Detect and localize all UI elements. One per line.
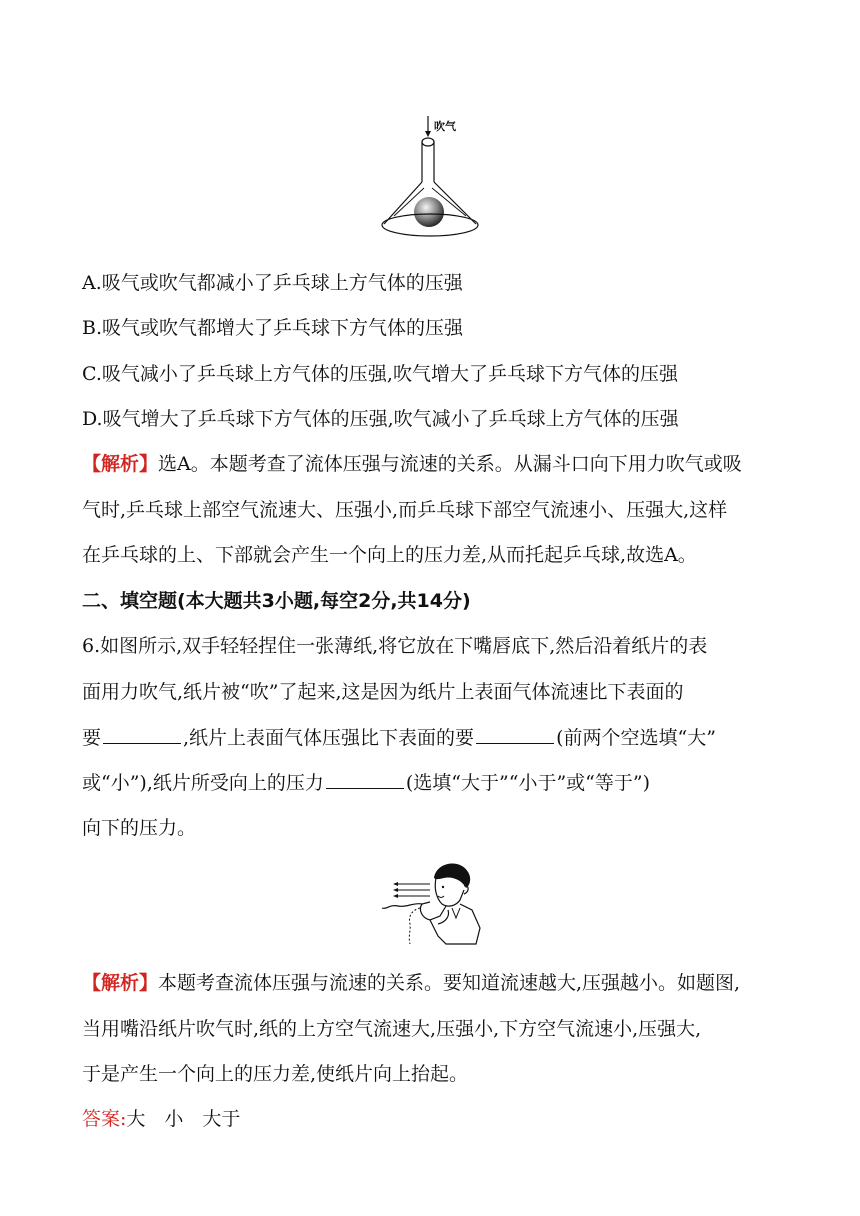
q6-line1: 6.如图所示,双手轻轻捏住一张薄纸,将它放在下嘴唇底下,然后沿着纸片的表 xyxy=(82,635,708,657)
ping-pong-ball xyxy=(414,197,444,227)
option-d: D.吸气增大了乒乓球下方气体的压强,吹气减小了乒乓球上方气体的压强 xyxy=(82,408,679,430)
q6-line2: 面用力吹气,纸片被“吹”了起来,这是因为纸片上表面气体流速比下表面的 xyxy=(82,681,684,703)
analysis-tag-2: 【解析】 xyxy=(82,972,159,994)
q6-line4-a: 或“小”),纸片所受向上的压力 xyxy=(82,772,324,794)
option-b: B.吸气或吹气都增大了乒乓球下方气体的压强 xyxy=(82,317,464,339)
q6-line3-b: ,纸片上表面气体压强比下表面的要 xyxy=(183,727,475,749)
option-c: C.吸气减小了乒乓球上方气体的压强,吹气增大了乒乓球下方气体的压强 xyxy=(82,363,678,385)
analysis1-line2: 气时,乒乓球上部空气流速大、压强小,而乒乓球下部空气流速小、压强大,这样 xyxy=(82,499,728,521)
answer-label: 答案: xyxy=(82,1108,127,1130)
analysis1-line3: 在乒乓球的上、下部就会产生一个向上的压力差,从而托起乒乓球,故选A。 xyxy=(82,544,697,566)
q6-line4 xyxy=(82,770,782,795)
answer-values: 大 小 大于 xyxy=(126,1108,241,1130)
q6-line3 xyxy=(82,725,782,750)
analysis2-text1: 本题考查流体压强与流速的关系。要知道流速越大,压强越小。如题图, xyxy=(158,972,741,994)
answer-blank-2[interactable] xyxy=(476,725,554,744)
q6-line5: 向下的压力。 xyxy=(82,817,197,839)
analysis1-text1: 选A。本题考查了流体压强与流速的关系。从漏斗口向下用力吹气或吸 xyxy=(158,453,742,475)
q6-line3-c: (前两个空选填“大” xyxy=(556,727,716,749)
blow-air-label: 吹气 xyxy=(434,120,456,133)
option-a: A.吸气或吹气都减小了乒乓球上方气体的压强 xyxy=(82,272,463,294)
analysis2-line2: 当用嘴沿纸片吹气时,纸的上方空气流速大,压强小,下方空气流速小,压强大, xyxy=(82,1018,702,1040)
analysis1-line1 xyxy=(82,452,782,476)
section-2-title: 二、填空题(本大题共3小题,每空2分,共14分) xyxy=(82,590,471,612)
analysis2-line3: 于是产生一个向上的压力差,使纸片向上抬起。 xyxy=(82,1063,469,1085)
q6-line4-b: (选填“大于”“小于”或“等于”) xyxy=(405,772,650,794)
analysis-tag: 【解析】 xyxy=(82,453,159,475)
answer-line xyxy=(82,1107,782,1131)
answer-blank-1[interactable] xyxy=(103,725,181,744)
analysis2-line1 xyxy=(82,971,782,995)
q6-line3-a: 要 xyxy=(82,727,102,749)
blowing-paper-figure xyxy=(376,858,486,950)
answer-blank-3[interactable] xyxy=(326,770,404,789)
funnel-ball-figure xyxy=(370,112,490,242)
